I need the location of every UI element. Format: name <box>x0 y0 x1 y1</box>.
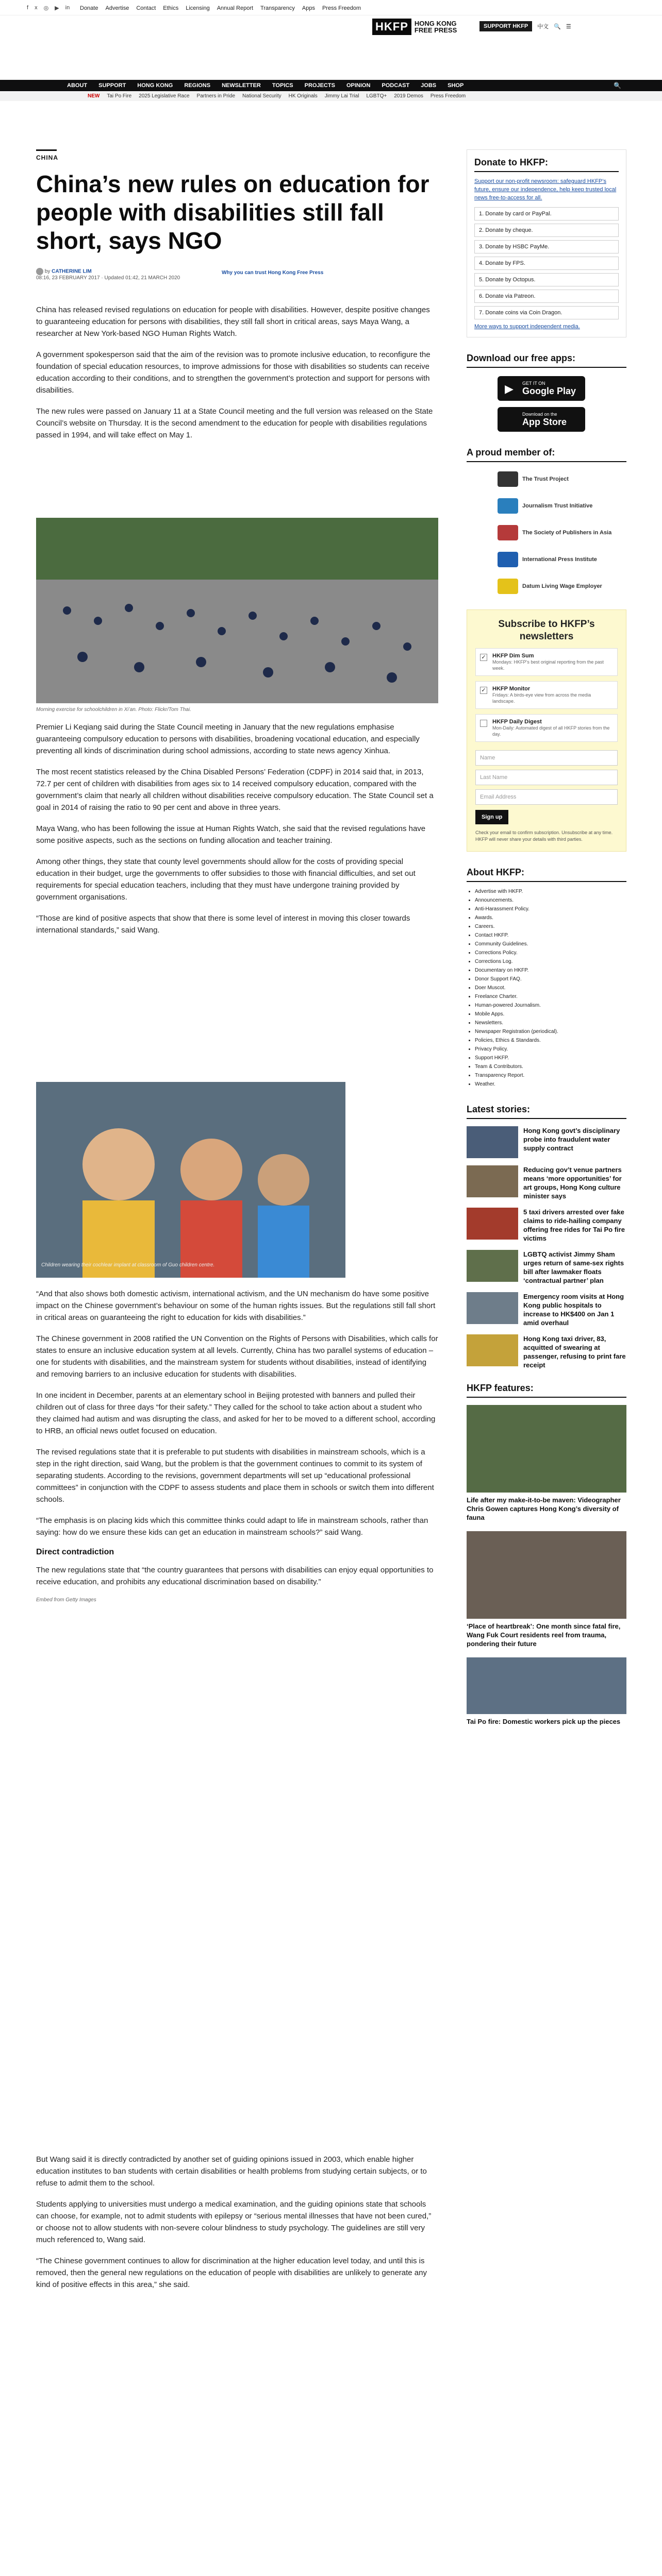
apps-title: Download our free apps: <box>467 353 626 368</box>
trending-item[interactable]: Press Freedom <box>430 93 466 99</box>
about-item[interactable]: • Contact HKFP. <box>475 931 626 940</box>
article-kicker[interactable]: CHINA <box>36 149 57 161</box>
donate-intro[interactable]: Support our non-profit newsroom: safeguard HKFP’s future, ensure our independence, help keep trusted local news free-to-access for all. <box>474 178 617 201</box>
about-item[interactable]: • Announcements. <box>475 896 626 905</box>
partner-datum[interactable]: Datum Living Wage Employer <box>498 579 626 594</box>
partner-list <box>498 471 626 594</box>
language-link[interactable]: 中文 <box>537 24 549 30</box>
about-item[interactable]: • Team & Contributors. <box>475 1062 626 1071</box>
toplink-contact[interactable]: Contact <box>136 5 156 11</box>
name-field[interactable]: Name <box>475 750 618 766</box>
nav-topics[interactable]: TOPICS <box>272 82 293 89</box>
latest-story[interactable]: LGBTQ activist Jimmy Sham urges return of same-sex rights bill after lawmaker floats ‘contractual partner’ plan <box>467 1250 626 1285</box>
latest-story[interactable]: 5 taxi drivers arrested over fake claims to ride-hailing company offering free rides for Tai Po fire victims <box>467 1208 626 1243</box>
trending-item[interactable]: Tai Po Fire <box>107 93 132 99</box>
embed-caption: Embed from Getty Images <box>36 1597 96 1603</box>
sidebar <box>467 149 626 1735</box>
paragraph: “And that also shows both domestic activism, international activism, and the UN mechanism do have some positive impact on the Chinese government’s behaviour on some of the human rights issues. But the regulations still fall short in critical areas on guaranteeing the right to education for kids with disabilities.” <box>36 1290 436 1322</box>
article-body-1 <box>36 304 438 441</box>
logo-mark: HKFP <box>372 19 411 35</box>
support-button[interactable]: SUPPORT HKFP <box>479 21 532 31</box>
signup-button[interactable]: Sign up <box>475 810 508 824</box>
latest-story[interactable]: Emergency room visits at Hong Kong public hospitals to increase to HK$400 on Jan 1 amid overhaul <box>467 1292 626 1327</box>
trending-item[interactable]: National Security <box>242 93 282 99</box>
about-item[interactable]: • Support HKFP. <box>475 1054 626 1062</box>
latest-list <box>467 1126 626 1369</box>
donate-box <box>467 149 626 337</box>
linkedin-icon[interactable]: in <box>65 5 70 11</box>
about-item[interactable]: • Advertise with HKFP. <box>475 887 626 896</box>
article-image-2 <box>36 1082 345 1278</box>
donate-option[interactable]: 1. Donate by card or PayPal. <box>474 207 619 221</box>
toplink-donate[interactable]: Donate <box>80 5 98 11</box>
about-item[interactable]: • Corrections Log. <box>475 957 626 966</box>
trending-item[interactable]: HK Originals <box>288 93 318 99</box>
toplink-ethics[interactable]: Ethics <box>163 5 179 11</box>
donate-option[interactable]: 7. Donate coins via Coin Dragon. <box>474 306 619 319</box>
article-body-5 <box>36 2154 438 2291</box>
feature-story[interactable]: Life after my make-it-to-be maven: Videographer Chris Gowen captures Hong Kong’s diversity of fauna <box>467 1405 626 1522</box>
checkbox-icon[interactable] <box>480 720 487 727</box>
about-item[interactable]: • Weather. <box>475 1080 626 1089</box>
toplink-transparency[interactable]: Transparency <box>260 5 295 11</box>
paragraph: “The emphasis is on placing kids which this committee thinks could adapt to life in mainstream schools, rather than saying: how do we ensure these kids can get an education in mainstream schools?” said Wang. <box>36 1516 428 1537</box>
member-title: A proud member of: <box>467 447 626 462</box>
byline-avatar <box>36 268 43 275</box>
donate-title: Donate to HKFP: <box>474 157 619 172</box>
logo-name: HONG KONG FREE PRESS <box>414 20 457 34</box>
section-heading: Direct contradiction <box>36 1548 114 1556</box>
getty-embed-space <box>36 1834 438 2143</box>
paragraph: Among other things, they state that county level governments should allow for the costs of providing special education in their budget, urge the governments to offer subsidies to those with financial difficulties, and set out requirements for special education teachers, including that they must have undergone training provided by government organisations. <box>36 857 416 902</box>
about-title: About HKFP: <box>467 867 626 882</box>
about-item[interactable]: • Privacy Policy. <box>475 1045 626 1054</box>
google-play-badge[interactable]: ▶ GET IT ON Google Play <box>498 376 585 401</box>
features-title: HKFP features: <box>467 1383 626 1398</box>
nav-jobs[interactable]: JOBS <box>421 82 437 89</box>
about-item[interactable]: • Documentary on HKFP. <box>475 966 626 975</box>
email-field[interactable]: Email Address <box>475 789 618 805</box>
latest-title: Latest stories: <box>467 1104 626 1119</box>
partner-sopa[interactable]: The Society of Publishers in Asia <box>498 525 626 540</box>
nav-projects[interactable]: PROJECTS <box>304 82 335 89</box>
app-store-badge[interactable]: Download on the App Store <box>498 407 585 432</box>
nav-shop[interactable]: SHOP <box>448 82 464 89</box>
trending-bar <box>0 92 662 101</box>
paragraph: Maya Wang, who has been following the issue at Human Rights Watch, she said that the revised regulations have some positive aspects, such as the sections on funding allocation and teacher training. <box>36 824 426 845</box>
article-body-3 <box>36 1288 438 1603</box>
about-item[interactable]: • Community Guidelines. <box>475 940 626 948</box>
image-caption: Morning exercise for schoolchildren in Xi’an. Photo: Flickr/Tom Thai. <box>36 707 191 713</box>
author-link[interactable]: CATHERINE LIM <box>52 268 92 275</box>
trending-label: NEW <box>88 93 100 99</box>
about-item[interactable]: • Awards. <box>475 913 626 922</box>
trending-item[interactable]: Jimmy Lai Trial <box>324 93 359 99</box>
paragraph: A government spokesperson said that the aim of the revision was to promote inclusive education, to reconfigure the foundation of special education resources, to improve admissions for those with disabilities so students can receive education according to their conditions, and to strengthen the government’s protection and support for persons with disabilities. <box>36 350 431 395</box>
checkbox-icon[interactable]: ✓ <box>480 654 487 661</box>
newsletter-box <box>467 609 626 852</box>
toplink-advertise[interactable]: Advertise <box>105 5 129 11</box>
nav-hong-kong[interactable]: HONG KONG <box>137 82 173 89</box>
schoolchildren-photo <box>36 518 438 703</box>
header-actions <box>479 21 634 32</box>
paragraph: In one incident in December, parents at an elementary school in Beijing protested with banners and pulled their children out of class for three days “for their safety.” They called for the school to take action about a student who they claimed had autism and was disrupting the class, and asked for her to be moved to a different school, according to HRB, an official news outlet focused on education. <box>36 1391 436 1435</box>
paragraph: Premier Li Keqiang said during the State Council meeting in January that the new regulations emphasise guaranteeing compulsory education to persons with disabilities, broadening vocational education, and especially preventing all kinds of discrimination during school admissions, according to state news agency Xinhua. <box>36 723 420 755</box>
image-caption: Children wearing their cochlear implant at classroom of Guo children centre. <box>41 1262 215 1268</box>
toplink-annual-report[interactable]: Annual Report <box>217 5 254 11</box>
about-item[interactable]: • Policies, Ethics & Standards. <box>475 1036 626 1045</box>
about-item[interactable]: • Transparency Report. <box>475 1071 626 1080</box>
about-item[interactable]: • Corrections Policy. <box>475 948 626 957</box>
partner-trust-project[interactable]: The Trust Project <box>498 471 626 487</box>
donate-option[interactable]: 5. Donate by Octopus. <box>474 273 619 286</box>
search-icon[interactable]: 🔍 <box>554 23 561 30</box>
about-item[interactable]: • Newsletters. <box>475 1019 626 1027</box>
toplink-apps[interactable]: Apps <box>302 5 315 11</box>
trending-item[interactable]: Partners in Pride <box>196 93 236 99</box>
article-body-2 <box>36 721 438 936</box>
donate-option[interactable]: 3. Donate by HSBC PayMe. <box>474 240 619 253</box>
nav-support[interactable]: SUPPORT <box>98 82 126 89</box>
newsletter-fineprint: Check your email to confirm subscription. Unsubscribe at any time. HKFP will never share your details with third parties. <box>475 830 613 842</box>
donate-option[interactable]: 4. Donate by FPS. <box>474 257 619 270</box>
feature-story[interactable]: ‘Place of heartbreak’: One month since fatal fire, Wang Fuk Court residents reel from trauma, pondering their future <box>467 1531 626 1648</box>
donate-option[interactable]: 2. Donate by cheque. <box>474 224 619 237</box>
toplink-licensing[interactable]: Licensing <box>186 5 210 11</box>
site-logo[interactable] <box>372 19 457 35</box>
feature-story[interactable]: Tai Po fire: Domestic workers pick up the pieces <box>467 1657 626 1726</box>
play-icon: ▶ <box>505 382 514 395</box>
trust-link[interactable]: Why you can trust Hong Kong Free Press <box>222 270 324 276</box>
byline: by CATHERINE LIM 08:16, 23 FEBRUARY 2017 · Updated 01:42, 21 MARCH 2020 <box>36 268 180 281</box>
paragraph: The Chinese government in 2008 ratified the UN Convention on the Rights of Persons with Disabilities, which calls for states to ensure an inclusive education system at all levels. Currently, China has two parallel systems of education – one for students with disabilities, and the mainstream system for students without disabilities, instead of identifying and removing barriers to an inclusive education for students with disabilities. <box>36 1334 438 1379</box>
partner-jti[interactable]: Journalism Trust Initiative <box>498 498 626 514</box>
trending-item[interactable]: 2019 Demos <box>394 93 423 99</box>
trending-item[interactable]: LGBTQ+ <box>366 93 387 99</box>
article-image-1 <box>36 518 438 703</box>
latest-story[interactable]: Hong Kong taxi driver, 83, acquitted of swearing at passenger, refusing to print fare receipt <box>467 1334 626 1369</box>
trending-item[interactable]: 2025 Legislative Race <box>139 93 190 99</box>
paragraph: The new rules were passed on January 11 at a State Council meeting and the full version was released on the State Council’s website on Thursday. It is the second amendment to the education for people with disabilities regulations passed in 1994, and will take effect on May 1. <box>36 407 433 439</box>
checkbox-icon[interactable]: ✓ <box>480 687 487 694</box>
about-item[interactable]: • Careers. <box>475 922 626 931</box>
newsletter-title: Subscribe to HKFP’s newsletters <box>498 619 595 642</box>
top-bar <box>0 0 662 15</box>
last-name-field[interactable]: Last Name <box>475 770 618 785</box>
paragraph: The revised regulations state that it is preferable to put students with disabilities in mainstream schools, which is a step in the right direction, said Wang, but the problem is that the government continues to commit to its system of separating students. According to the revisions, government departments will set up “educational professional committees” in conjunction with the CDPF to assess students and place them in schools or switch them into different schools. <box>36 1448 434 1504</box>
features-list <box>467 1405 626 1726</box>
nav-podcast[interactable]: PODCAST <box>382 82 410 89</box>
x-icon[interactable]: x <box>35 5 38 11</box>
paragraph: The most recent statistics released by the China Disabled Persons’ Federation (CDPF) in 2014 said that, in 2013, 72.7 per cent of children with disabilities from ages six to 14 received compulsory education, compared with the government’s claim that nearly all children without disabilities receive compulsory education. The State Council set a goal in 2014 of raising the ratio to 90 per cent and above in three years. <box>36 768 434 812</box>
top-links <box>80 5 361 11</box>
main-nav <box>0 80 662 91</box>
nav-search-icon[interactable]: 🔍 <box>614 82 621 89</box>
social-links <box>27 5 70 11</box>
nav-newsletter[interactable]: NEWSLETTER <box>222 82 261 89</box>
facebook-icon[interactable]: f <box>27 5 29 11</box>
children-photo <box>36 1082 345 1278</box>
donate-more-link[interactable]: More ways to support independent media. <box>474 324 580 330</box>
latest-story[interactable]: Reducing gov’t venue partners means ‘more opportunities’ for art groups, Hong Kong culture minister says <box>467 1165 626 1200</box>
youtube-icon[interactable]: ▶ <box>55 5 59 11</box>
paragraph: China has released revised regulations on education for people with disabilities. However, despite positive changes to guaranteeing education for persons with disabilities, they still fall short in critical areas, says Maya Wang, a researcher at New York-based NGO Human Rights Watch. <box>36 306 430 338</box>
paragraph: The new regulations state that “the country guarantees that persons with disabilities can enjoy equal opportunities to receive education, and prohibits any educational discrimination based on disability.” <box>36 1566 434 1586</box>
app-badges <box>498 376 626 432</box>
instagram-icon[interactable]: ◎ <box>43 5 49 11</box>
nav-regions[interactable]: REGIONS <box>184 82 211 89</box>
newsletter-option[interactable]: HKFP Daily Digest Mon-Daily: Automated digest of all HKFP stories from the day. <box>475 714 618 742</box>
about-item[interactable]: • Anti-Harassment Policy. <box>475 905 626 913</box>
paragraph: But Wang said it is directly contradicted by another set of guiding opinions issued in 2003, which enable higher education institutes to ban students with certain disabilities or health problems from studying certain subjects, or to refuse to admit them to the school. <box>36 2155 427 2188</box>
about-list <box>475 887 626 1089</box>
about-item[interactable]: • Newspaper Registration (periodical). <box>475 1027 626 1036</box>
newsletter-option[interactable]: ✓ HKFP Monitor Fridays: A birds-eye view from across the media landscape. <box>475 681 618 709</box>
nav-about[interactable]: ABOUT <box>67 82 88 89</box>
menu-icon[interactable]: ☰ <box>566 23 571 30</box>
toplink-press-freedom[interactable]: Press Freedom <box>322 5 361 11</box>
paragraph: “Those are kind of positive aspects that show that there is some level of interest in moving this closer towards international standards,” said Wang. <box>36 914 410 935</box>
newsletter-option[interactable]: ✓ HKFP Dim Sum Mondays: HKFP’s best original reporting from the past week. <box>475 648 618 676</box>
about-item[interactable]: • Mobile Apps. <box>475 1010 626 1019</box>
about-item[interactable]: • Freelance Charter. <box>475 992 626 1001</box>
paragraph: “The Chinese government continues to allow for discrimination at the higher education level today, and until this is removed, then the general new regulations on the education of people with disabilities are unlikely to generate any kind of positive effects in this area,” she said. <box>36 2257 427 2289</box>
about-item[interactable]: • Donor Support FAQ. <box>475 975 626 984</box>
about-item[interactable]: • Doer Muscot. <box>475 984 626 992</box>
about-item[interactable]: • Human-powered Journalism. <box>475 1001 626 1010</box>
nav-opinion[interactable]: OPINION <box>346 82 371 89</box>
article-title: China’s new rules on education for people with disabilities still fall short, says NGO <box>36 171 429 254</box>
paragraph: Students applying to universities must undergo a medical examination, and the guiding opinions state that schools can choose, for example, not to admit students with epilepsy or “serious mental illnesses that have not been cured,” or choose not to allow students with non-severe colour blindness to study psychology. The guidelines are still very much referenced to, Wang said. <box>36 2200 432 2244</box>
latest-story[interactable]: Hong Kong govt’s disciplinary probe into fraudulent water supply contract <box>467 1126 626 1158</box>
donate-option[interactable]: 6. Donate via Patreon. <box>474 290 619 303</box>
article-dates: 08:16, 23 FEBRUARY 2017 · Updated 01:42, 21 MARCH 2020 <box>36 275 180 281</box>
partner-ipi[interactable]: International Press Institute <box>498 552 626 567</box>
